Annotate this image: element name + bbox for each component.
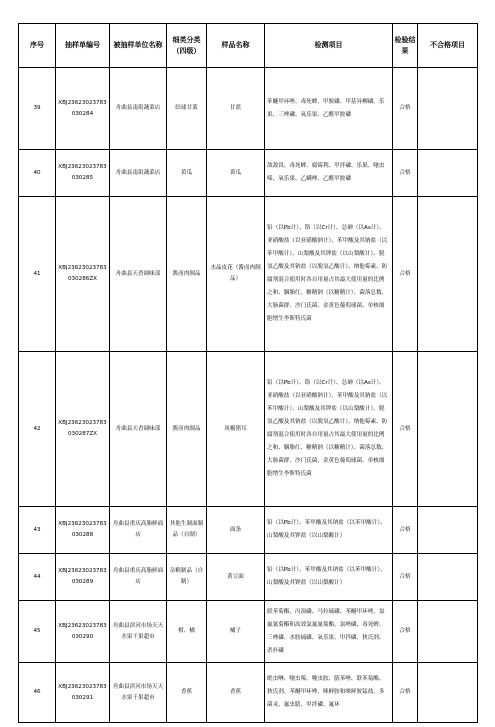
table-row bbox=[19, 601, 478, 663]
row-number: 41 bbox=[19, 197, 56, 352]
fail-items bbox=[418, 663, 478, 723]
test-items: 铅（以Pb计）、苯甲酸及其钠盐（以苯甲酸计）、山梨酸及其钾盐（以山梨酸计） bbox=[265, 507, 393, 554]
fail-items bbox=[418, 150, 478, 197]
sampled-unit: 舟曲县滨河市场天天水果千果超市 bbox=[110, 601, 167, 663]
sample-code: XBJ23623023783030288 bbox=[56, 507, 110, 554]
result: 合格 bbox=[393, 507, 418, 554]
test-items: 苯醚甲环唑、毒死蜱、甲胺磷、甲基异柳磷、乐果、三唑磷、氧乐果、乙酰甲胺磷 bbox=[265, 68, 393, 150]
table-row bbox=[19, 197, 478, 352]
sample-name: 香蕉 bbox=[207, 663, 265, 723]
sampled-unit: 舟曲县滨河市场天天水果千果超市 bbox=[110, 663, 167, 723]
header-cell: 样品名称 bbox=[207, 24, 265, 68]
category: 黄瓜 bbox=[167, 150, 207, 197]
test-items: 吡虫啉、噻虫嗪、噻虫胺、腈苯唑、联苯菊酯、狄氏剂、苯醚甲环唑、咪鲜胺和咪鲜胺锰盐、多菌灵、氟虫腈、甲拌磷、氟环 bbox=[265, 663, 393, 723]
sample-code: XBJ23623023783030285 bbox=[56, 150, 110, 197]
sample-code: XBJ23623023783030284 bbox=[56, 68, 110, 150]
sample-name: 甘蓝 bbox=[207, 68, 265, 150]
sampled-unit: 舟曲县重庆高脂鲜面店 bbox=[110, 554, 167, 601]
sample-code: XBJ23623023783030290 bbox=[56, 601, 110, 663]
table-row bbox=[19, 352, 478, 507]
row-number: 46 bbox=[19, 663, 56, 723]
header-cell: 检验结果 bbox=[393, 24, 418, 68]
table-row bbox=[19, 554, 478, 601]
fail-items bbox=[418, 554, 478, 601]
sample-name: 黄豆面 bbox=[207, 554, 265, 601]
sample-code: XBJ23623023783030289 bbox=[56, 554, 110, 601]
row-number: 40 bbox=[19, 150, 56, 197]
category: 结球甘蓝 bbox=[167, 68, 207, 150]
header-cell: 检测项目 bbox=[265, 24, 393, 68]
sample-name: 橘子 bbox=[207, 601, 265, 663]
result: 合格 bbox=[393, 601, 418, 663]
sample-code: XBJ23623023783030291 bbox=[56, 663, 110, 723]
sampled-unit: 舟曲县天香调味部 bbox=[110, 352, 167, 507]
result: 合格 bbox=[393, 554, 418, 601]
fail-items bbox=[418, 352, 478, 507]
test-items: 铅（以Pb计）、铬（以Cr计）、总砷（以As计）、亚硝酸盐（以亚硝酸钠计）、苯甲酸及其钠盐（以苯甲酸计）、山梨酸及其钾盐（以山梨酸计）、脱氢乙酸及其钠盐（以脱氢乙酸计）、纳他霉素、防腐剂混合使用时各自用量占其最大使用量的比例之和、胭脂红、糖精钠（以糖精计）、菌落总数、大肠菌群、沙门氏菌、金黄色葡萄球菌、单核细胞增生李斯特氏菌 bbox=[265, 197, 393, 352]
sampled-unit: 舟曲县天香调味部 bbox=[110, 197, 167, 352]
test-items: 联苯菊酯、丙溴磷、马拉硫磷、苯醚甲环唑、氯氟氰菊酯和高效氯氟氰菊酯、氯唑磷、毒死蜱、三唑磷、水胺硫磷、氧乐果、甲拌磷、狄氏剂、杀扑磷 bbox=[265, 601, 393, 663]
result: 合格 bbox=[393, 150, 418, 197]
test-items: 铅（以Pb计）、苯甲酸及其钠盐（以苯甲酸计）、山梨酸及其钾盐（以山梨酸计） bbox=[265, 554, 393, 601]
fail-items bbox=[418, 197, 478, 352]
sampled-unit: 舟曲县南街蔬菜店 bbox=[110, 68, 167, 150]
category: 香蕉 bbox=[167, 663, 207, 723]
row-number: 44 bbox=[19, 554, 56, 601]
fail-items bbox=[418, 507, 478, 554]
table-row bbox=[19, 663, 478, 723]
category: 酱卤肉制品 bbox=[167, 197, 207, 352]
row-number: 42 bbox=[19, 352, 56, 507]
table-row bbox=[19, 150, 478, 197]
header-cell: 被抽样单位名称 bbox=[110, 24, 167, 68]
result: 合格 bbox=[393, 352, 418, 507]
fail-items bbox=[418, 68, 478, 150]
fail-items bbox=[418, 601, 478, 663]
test-items: 敌敌畏、毒死蜱、腐霉利、甲拌磷、乐果、噻虫嗪、氧乐果、乙螨唑、乙酰甲胺磷 bbox=[265, 150, 393, 197]
category: 柑、橘 bbox=[167, 601, 207, 663]
sample-name: 水晶皮花（酱卤肉制品） bbox=[207, 197, 265, 352]
category: 其他生制面制品（自制） bbox=[167, 507, 207, 554]
row-number: 45 bbox=[19, 601, 56, 663]
row-number: 43 bbox=[19, 507, 56, 554]
result: 合格 bbox=[393, 663, 418, 723]
header-cell: 序号 bbox=[19, 24, 56, 68]
category: 酱卤肉制品 bbox=[167, 352, 207, 507]
result: 合格 bbox=[393, 197, 418, 352]
table-row bbox=[19, 68, 478, 150]
header-row bbox=[19, 24, 478, 68]
category: 杂粮制品（自制） bbox=[167, 554, 207, 601]
sample-code: XBJ23623023783030287ZX bbox=[56, 352, 110, 507]
results-table bbox=[18, 23, 478, 723]
header-cell: 细类分类（四级） bbox=[167, 24, 207, 68]
sample-name: 凤椒猪耳 bbox=[207, 352, 265, 507]
result: 合格 bbox=[393, 68, 418, 150]
sample-name: 面条 bbox=[207, 507, 265, 554]
sample-name: 黄瓜 bbox=[207, 150, 265, 197]
sampled-unit: 舟曲县重庆高脂鲜面店 bbox=[110, 507, 167, 554]
header-cell: 不合格项目 bbox=[418, 24, 478, 68]
header-cell: 抽样单编号 bbox=[56, 24, 110, 68]
sample-code: XBJ23623023783030286ZX bbox=[56, 197, 110, 352]
row-number: 39 bbox=[19, 68, 56, 150]
sampled-unit: 舟曲县南街蔬菜店 bbox=[110, 150, 167, 197]
table-row bbox=[19, 507, 478, 554]
test-items: 铅（以Pb计）、铬（以Cr计）、总砷（以As计）、亚硝酸盐（以亚硝酸钠计）、苯甲酸及其钠盐（以苯甲酸计）、山梨酸及其钾盐（以山梨酸计）、脱氢乙酸及其钠盐（以脱氢乙酸计）、纳他霉素、防腐剂混合使用时各自用量占其最大使用量的比例之和、胭脂红、糖精钠（以糖精计）、菌落总数、大肠菌群、沙门氏菌、金黄色葡萄球菌、单核细胞增生李斯特氏菌 bbox=[265, 352, 393, 507]
